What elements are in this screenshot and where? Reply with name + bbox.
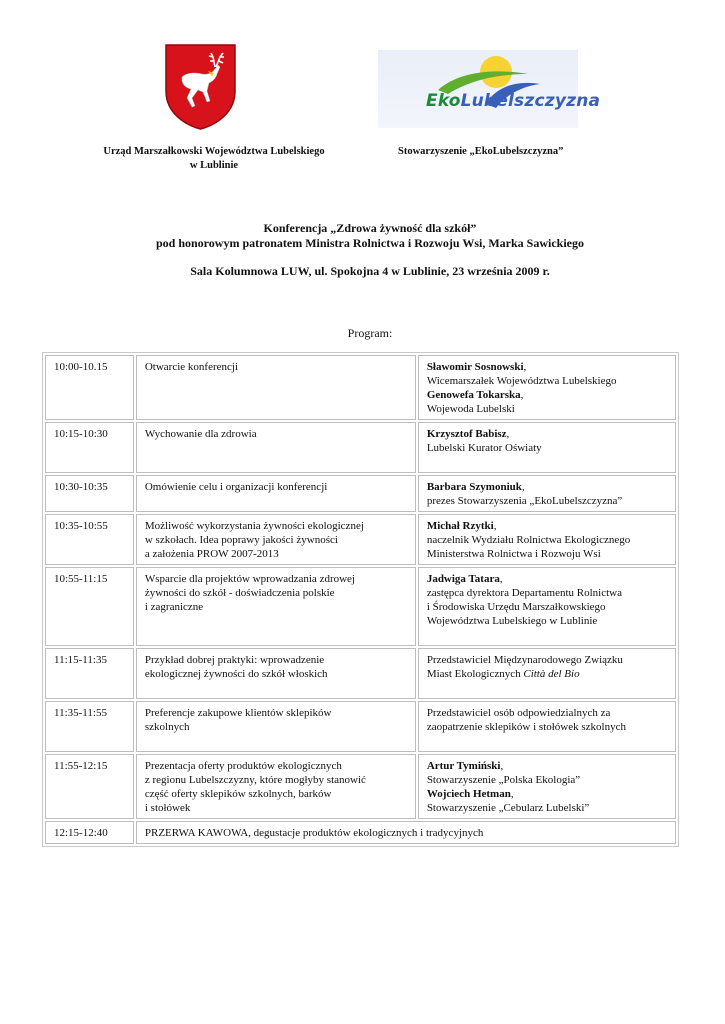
conference-patronage: pod honorowym patronatem Ministra Rolnictwa i Rozwoju Wsi, Marka Sawickiego xyxy=(155,236,584,250)
speaker-line xyxy=(427,547,669,561)
program-break-row xyxy=(45,821,676,844)
speaker-line xyxy=(427,801,669,815)
program-speakers xyxy=(418,754,676,819)
organizer-association: Stowarzyszenie „EkoLubelszczyzna” xyxy=(398,146,564,157)
speaker-name: Michał Rzytki xyxy=(426,520,494,532)
program-topic xyxy=(136,514,416,565)
program-speakers xyxy=(418,648,676,699)
program-topic-line: Preferencje zakupowe klientów sklepików xyxy=(144,707,332,719)
conference-venue: Sala Kolumnowa LUW, ul. Spokojna 4 w Lublinie, 23 września 2009 r. xyxy=(190,264,550,278)
speaker-role: Stowarzyszenie „Cebularz Lubelski” xyxy=(426,802,590,814)
speaker-role: prezes Stowarzyszenia „EkoLubelszczyzna” xyxy=(426,495,623,507)
organizer-marshal-office xyxy=(84,145,344,173)
program-row xyxy=(45,701,676,752)
program-topic-line: ekologicznej żywności do szkół włoskich xyxy=(144,668,328,680)
speaker-name: Genowefa Tokarska xyxy=(426,389,521,401)
speaker-role: , xyxy=(506,428,510,440)
speaker-role: , xyxy=(521,481,525,493)
speaker-line xyxy=(427,706,669,720)
speaker-line xyxy=(427,681,669,695)
organizer-left-line2: w Lublinie xyxy=(189,160,239,171)
speaker-line xyxy=(427,402,669,416)
speaker-name: Artur Tymiński xyxy=(426,760,501,772)
speaker-line xyxy=(427,586,669,600)
speaker-line xyxy=(427,427,669,441)
program-topic-line: Wsparcie dla projektów wprowadzania zdrowej xyxy=(144,573,355,585)
speaker-line xyxy=(427,734,669,748)
speaker-line xyxy=(427,614,669,628)
speaker-name: Krzysztof Babisz xyxy=(426,428,507,440)
program-topic xyxy=(136,701,416,752)
speaker-line xyxy=(427,653,669,667)
speaker-role: Przedstawiciel Międzynarodowego Związku xyxy=(426,654,623,666)
speaker-line xyxy=(427,572,669,586)
program-speakers xyxy=(418,701,676,752)
speaker-line xyxy=(427,773,669,787)
program-speakers xyxy=(418,514,676,565)
speaker-role: Przedstawiciel osób odpowiedzialnych za xyxy=(426,707,611,719)
program-row xyxy=(45,514,676,565)
program-row xyxy=(45,754,676,819)
program-time: 10:35-10:55 xyxy=(45,514,134,565)
program-row xyxy=(45,567,676,646)
speaker-role: , xyxy=(499,573,503,585)
program-row xyxy=(45,355,676,420)
speaker-role: , xyxy=(523,361,527,373)
speaker-role: Wojewoda Lubelski xyxy=(426,403,515,415)
program-topic-line: Omówienie celu i organizacji konferencji xyxy=(144,481,328,493)
speaker-line xyxy=(427,455,669,469)
program-topic-line: żywności do szkół - doświadczenia polskie xyxy=(144,587,335,599)
conference-heading xyxy=(40,221,700,251)
program-row xyxy=(45,648,676,699)
speaker-line xyxy=(427,374,669,388)
program-row xyxy=(45,422,676,473)
speaker-name: Barbara Szymoniuk xyxy=(426,481,522,493)
program-time: 10:55-11:15 xyxy=(45,567,134,646)
speaker-role: Stowarzyszenie „Polska Ekologia” xyxy=(426,774,581,786)
speaker-role: Ministerstwa Rolnictwa i Rozwoju Wsi xyxy=(426,548,601,560)
program-topic xyxy=(136,475,416,512)
speaker-role: , xyxy=(510,788,514,800)
program-time: 10:15-10:30 xyxy=(45,422,134,473)
program-topic xyxy=(136,355,416,420)
program-topic-line: i zagraniczne xyxy=(144,601,204,613)
speaker-line xyxy=(427,480,669,494)
speaker-italic: Città del Bio xyxy=(523,668,580,680)
conference-title: Konferencja „Zdrowa żywność dla szkół” xyxy=(263,221,477,235)
speaker-line xyxy=(427,759,669,773)
speaker-role: zastępca dyrektora Departamentu Rolnictwa xyxy=(426,587,622,599)
program-speakers xyxy=(418,422,676,473)
program-speakers xyxy=(418,355,676,420)
speaker-name: Wojciech Hetman xyxy=(426,788,511,800)
program-topic-line: w szkołach. Idea poprawy jakości żywności xyxy=(144,534,338,546)
speaker-role: Lubelski Kurator Oświaty xyxy=(426,442,542,454)
speaker-role: naczelnik Wydziału Rolnictwa Ekologicznego xyxy=(426,534,631,546)
program-row xyxy=(45,475,676,512)
speaker-role: , xyxy=(520,389,524,401)
speaker-line xyxy=(427,533,669,547)
program-topic-line: Możliwość wykorzystania żywności ekologicznej xyxy=(144,520,364,532)
speaker-line xyxy=(427,628,669,642)
program-time: 11:35-11:55 xyxy=(45,701,134,752)
program-topic-line: a założenia PROW 2007-2013 xyxy=(144,548,279,560)
program-topic xyxy=(136,567,416,646)
program-time: 10:00-10.15 xyxy=(45,355,134,420)
program-time: 10:30-10:35 xyxy=(45,475,134,512)
speaker-role: Miast Ekologicznych xyxy=(426,668,524,680)
program-topic xyxy=(136,422,416,473)
program-label: Program: xyxy=(347,326,393,340)
speaker-line xyxy=(427,519,669,533)
program-topic xyxy=(136,648,416,699)
speaker-name: Jadwiga Tatara xyxy=(426,573,500,585)
program-speakers xyxy=(418,475,676,512)
speaker-line xyxy=(427,388,669,402)
speaker-role: Wicemarszałek Województwa Lubelskiego xyxy=(426,375,617,387)
speaker-role: , xyxy=(500,760,504,772)
speaker-line xyxy=(427,494,669,508)
coffee-break-text: PRZERWA KAWOWA, degustacje produktów ekologicznych i tradycyjnych xyxy=(136,821,676,844)
speaker-line xyxy=(427,787,669,801)
program-topic-line: i stołówek xyxy=(144,802,191,814)
program-topic-line: Wychowanie dla zdrowia xyxy=(144,428,257,440)
program-time: 11:55-12:15 xyxy=(45,754,134,819)
speaker-line xyxy=(427,360,669,374)
program-topic-line: szkolnych xyxy=(144,721,190,733)
speaker-line xyxy=(427,720,669,734)
speaker-name: Sławomir Sosnowski xyxy=(426,361,524,373)
speaker-role: Województwa Lubelskiego w Lublinie xyxy=(426,615,598,627)
program-topic-line: część oferty sklepików szkolnych, barków xyxy=(144,788,332,800)
speaker-line xyxy=(427,441,669,455)
speaker-role: i Środowiska Urzędu Marszałkowskiego xyxy=(426,601,606,613)
program-topic-line: Przykład dobrej praktyki: wprowadzenie xyxy=(144,654,325,666)
speaker-role: , xyxy=(493,520,497,532)
program-speakers xyxy=(418,567,676,646)
program-time: 11:15-11:35 xyxy=(45,648,134,699)
speaker-role: zaopatrzenie sklepików i stołówek szkolnych xyxy=(426,721,626,733)
lublin-coat-of-arms-icon xyxy=(164,43,237,130)
program-topic-line: Otwarcie konferencji xyxy=(144,361,239,373)
program-topic xyxy=(136,754,416,819)
speaker-line xyxy=(427,667,669,681)
speaker-line xyxy=(427,600,669,614)
program-topic-line: z regionu Lubelszczyzny, które mogłyby stanowić xyxy=(144,774,366,786)
ekolubelszczyzna-logo-text: EkoLubelszczyzna xyxy=(426,91,601,111)
program-topic-line: Prezentacja oferty produktów ekologicznych xyxy=(144,760,342,772)
program-table xyxy=(42,352,679,847)
ekolubelszczyzna-logo xyxy=(378,50,601,128)
organizer-left-line1: Urząd Marszałkowski Województwa Lubelskiego xyxy=(103,146,325,157)
program-time: 12:15-12:40 xyxy=(45,821,134,844)
